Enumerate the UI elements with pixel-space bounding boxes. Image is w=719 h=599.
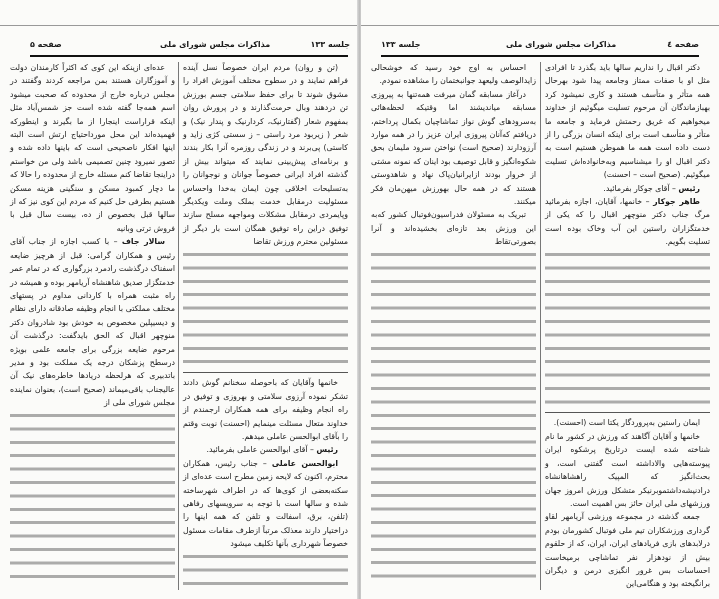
illegible-text-lines [545,249,710,410]
column-right-outer-bottom [545,416,710,590]
column-right-outer [545,61,710,409]
page-header [381,40,699,54]
session-number: جلسه ۱۳۳ [381,40,421,49]
speaker-text: – آقای جوکار بفرمائید. [603,183,679,193]
paragraph: دکتر اقبال را نداریم سالها باید بگذرد تا افرادی مثل او با صفات ممتاز وجامعه پیدا شود بهرحال همه متأثر و متأسف هستند و کاری نمیشود کرد بهبازماندگان آن مرحوم تسلیت میگوئیم از خداوند میخواهیم که غریق رحمتش فرماید و جامعه ما متأثر و متأسف است برای اینکه انسان بزرگی را از دست داده است همه ما هموطن هستیم است به دکتر اقبال او را میشناسیم وبه‌خانواده‌اش تسلیت میگوئیم. (صحیح است – احسنت) [545,63,710,180]
section-rule [545,412,710,413]
paragraph: عده‌ای ازینکه این کوی که اکثراً کارمندان دولت و آموزگاران هستند بمن مراجعه کردند وگفتند در مجلس درباره خارج از محدوده که صحبت میشود اسم همه‌جا گفته شده است جز شمس‌آباد مثل اینکه قراراست اینجارا از ما بگیرند و اینطورکه فهمیده‌اند این محل مورداحتیاج ارتش است البته اینها افکار ناصحیحی است که باینها داده شده و تصور نمیرود چنین تصمیمی باشد ولی من خواستم دراینجا تقاضا کنم مسئله خارج از محدوده را حالا که ما دچار کمبود مسکن و سنگینی هزینه مسکن هستیم بطرفی حل کنیم که مردم این کوی نیز که از سالها قبل بخصوص از ده، بیست سال قبل با فروش ترتی وبانیه [10,63,175,233]
page-number: صفحه ٤ [667,40,699,49]
right-page [361,0,719,599]
page-header [30,40,350,54]
column-left-inner-stack [183,61,348,591]
illegible-text-lines [183,249,348,370]
page-number: صفحه ۵ [30,40,62,49]
column-left-outer [10,61,175,584]
speaker-paragraph [545,182,710,195]
speaker-name: طاهر جوکار [653,197,700,207]
illegible-text-lines [10,410,175,584]
speaker-name: رئیس [678,183,700,193]
speaker-name: سالار جاف [121,237,165,247]
paragraph: خانمها و آقایان آگاهند که ورزش در کشور ما نام شناخته شده ایست درتاریخ پرشکوه ایران پیوسته‌هایی والاداشته است گفتنی است، و بحث‌انگیز که المپیک راهشاهانشاه درادنیشه‌داشتمو‌برنیکر متشکل ورزش امروز جهان ورزشهای ملی ایران حائز بس اهمیت است. [545,431,710,508]
speaker-paragraph [10,235,175,409]
paragraph: احساس به اوج خود رسید که خوشحالی زایدالوصف ولیعهد جوانبختمان را مشاهده نمودم. [371,63,536,86]
speaker-paragraph [545,195,710,249]
scan-edge-line [0,25,358,26]
section-rule [183,372,348,373]
paragraph: خانمها وآقایان که باحوصله سخنانم گوش دادند تشکر نموده آرزوی سلامتی و بهروزی و توفیق در راه انجام وظیفه برای همه همکاران ارجمندم از خداوند متعال مسئلت مینمایم (احسنت) نوبت وقتم را بآقای ابوالحسن عاملی میدهم. [183,378,348,441]
speaker-text: – آقای ابوالحسن عاملی بفرمائید. [206,445,317,455]
speaker-name: ابوالحسن عاملی [271,458,338,468]
column-left-outer-stack [10,61,175,584]
column-divider [540,62,541,590]
speaker-text: – با کسب اجازه از جناب آقای رئیس و همکاران گرامی: قبل از هرچیز ضایعه اسفناک درگذشت رادمرد بزرگواری که در تمام عمر خدمتگزار صدیق شاهنشاه آریامهر بوده و همیشه در راه مثبت همراه با کاردانی مداوم در پستهای مختلف مملکتی با انجام وظیفه صادقانه دارای نظام و دیسیپلین مخصوص به خودش بود شادروان دکتر منوچهر اقبال که الحق بایدگفت: درگذشت آن مرحوم ضایعه بزرگی برای جامعه علمی بویژه درسطح پزشکان درجه یک مملکت بود و مدیر باتدبیری که هرلحظه دریادها خاطره‌های نیک آن عالیجناب باقی‌میماند (صحیح است)، بعنوان نماینده مجلس شورای ملی از [10,237,175,408]
column-left-inner-bottom [183,376,348,590]
header-rule [30,55,348,57]
paragraph: جمعه گذشته در مجموعه ورزشی آریامهر لقاو گرداری ورزشکاران تیم ملی فوتبال کشورمان بودم درلابدهای بازی فریادهای ایران، ایران، که از حلقوم بیش از نودهزار نفر تماشاچی برمیخاست احساسات بس غرور انگیزی درمن و دیگران برانگیخته بود و هنگامی‌این [545,512,710,589]
paragraph: تبریک به مسئولان فدراسیون‌فوتبال کشور که‌به این ورزش بعد تازه‌ای بخشیده‌اند و آنرا بصورتی‌تقاط [371,210,536,247]
paragraph: (تن و روان) مردم ایران خصوصاً نسل آینده فراهم نمایند و در سطوح مختلف آموزش افراد را مشوق شوند تا برای حفظ سلامتی جسم بورزش تن دردهند وبال حرمت‌گذارند و در پرورش روان بمفهوم شعار (گفتارنیک، کردارنیک و پندار نیک) و شعر ( زیربود مرد راستی – ز سستی کژی زاید و کاستی) پی‌برند و در زندگی روزمره آنرا بکار بندند و برنامه‌ای پیش‌بینی نمایند که میتواند بیش از گذشته افراد ایرانی خصوصاً جوانان و نوجوانان را به‌تسلیحات اخلاقی چون ایمان به‌خدا واحساس مسئولیت درمقابل خدمت بملک وملت ویکدیگر وپایمردی درمقابل مشکلات ومواجهه مسلح سازند توفیق دراین راه توفیق همگان است بار دیگر از مسئولین محترم ورزش تقاضا [183,63,348,247]
column-right-inner [371,61,536,584]
speaker-paragraph [183,443,348,456]
column-divider [178,62,179,590]
header-rule [381,55,699,57]
paragraph: درآغاز مسابقه گمان میرفت همه‌تنها به پیروزی مسابقه میاندیشند اما وقتیکه لحظه‌هائی به‌سرودهای گوش نواز تماشاچیان بکمال پرداختم، دریافتم که‌آنان پیروزی ایران عزیز را در همه موارد آرزودارند (صحیح است) نواختن سرود ملیمان بحق شکوه‌انگیز و قابل توصیف بود اینان که نمونه مشتی از خروار بودند ازایرانیان‌پاک نهاد و شاهدوستی هستند که در همه حال بهورزش میهن‌مان فکر میکنند. [371,89,536,207]
column-right-outer-stack [545,61,710,591]
column-right-inner-stack [371,61,536,584]
header-title: مذاکرات مجلس شورای ملی [506,40,617,49]
column-left-inner [183,61,348,369]
paragraph: ایمان راستین به‌پروردگار یکتا است (احسنت). [553,418,700,428]
speaker-text: – جناب رئیس، همکاران محترم، اکنون که لایحه زمین مطرح است عده‌ای از سکنه‌بعضی از کوی‌ها که در اطراف شهرساخته شده و سالها است با توجه به سرویسهای رفاهی (تلفن، برق، اسفالت و تلفن که همه اینها را دراختیار دارند معذلک مرتباً ازطرف مقامات مسئول خصوصاً شهرداری بآنها تکلیف میشود [183,458,348,549]
illegible-text-lines [183,551,348,591]
header-title: مذاکرات مجلس شورای ملی [160,40,271,49]
speaker-text: – خانمها، آقایان، اجازه بفرمائید مرگ جناب دکتر منوچهر اقبال را که یکی از خدمتگزاران راستین این آب وخاک بوده است تسلیت بگویم. [545,197,710,247]
speaker-name: رئیس [316,445,338,455]
scan-edge-line [361,25,719,26]
session-number: جلسه ۱۳۳ [310,40,350,49]
illegible-text-lines [371,249,536,584]
speaker-paragraph [183,457,348,551]
left-page [0,0,358,599]
